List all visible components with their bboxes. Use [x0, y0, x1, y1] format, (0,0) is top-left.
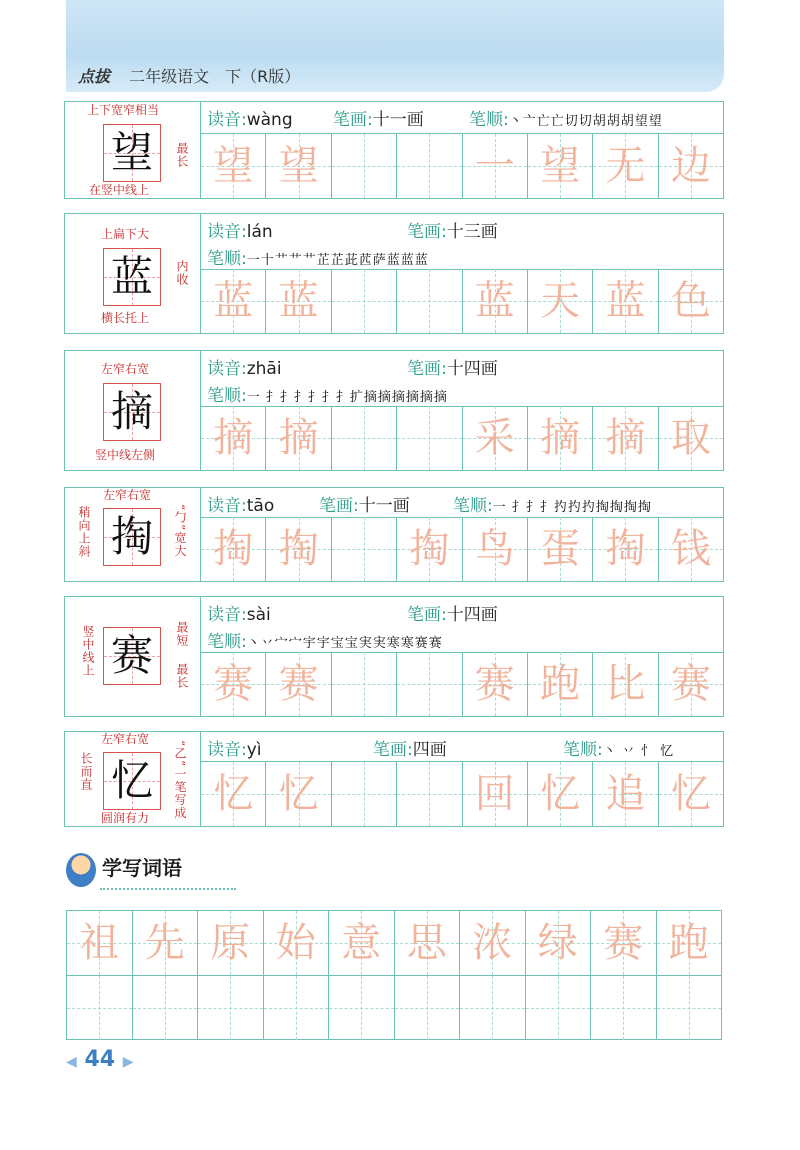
model-char: 蓝 — [103, 248, 161, 306]
practice-grid — [201, 652, 723, 716]
guide-note-top: 左窄右宽 — [101, 362, 150, 376]
char-row-lan — [64, 213, 724, 334]
practice-grid — [201, 134, 723, 198]
model-char: 忆 — [103, 752, 161, 810]
practice-cell[interactable]: 跑 — [527, 652, 592, 716]
guide-note-top: 上下宽窄相当 — [87, 103, 160, 117]
practice-cell[interactable]: 摘 — [592, 406, 657, 470]
practice-cell[interactable]: 掏 — [201, 517, 265, 581]
practice-cell[interactable]: 忆 — [658, 762, 723, 826]
char-info: 读音:tāo 笔画:十一画 笔顺:一 扌扌扌扚扚扚掏掏掏掏 — [201, 488, 723, 518]
pinyin: wàng — [246, 110, 293, 130]
practice-cell[interactable] — [396, 652, 461, 716]
char-guide — [65, 488, 201, 581]
header-title — [78, 64, 300, 87]
word-cell[interactable] — [525, 976, 591, 1040]
practice-cell[interactable]: 无 — [592, 134, 657, 198]
char-info: 读音:lán 笔画:十三画 笔顺:一十艹艹艹芷芷茈苉萨蓝蓝蓝 — [201, 214, 723, 270]
practice-cell[interactable]: 色 — [658, 269, 723, 333]
word-cell[interactable] — [656, 976, 722, 1040]
stroke-order: 丶 丷 忄 忆 — [602, 744, 675, 759]
word-cell[interactable] — [263, 976, 329, 1040]
book-title: 二年级语文 下（R版） — [129, 67, 301, 86]
guide-note-left: 长而直 — [79, 752, 93, 791]
practice-cell[interactable]: 鸟 — [462, 517, 527, 581]
stroke-count: 四画 — [412, 740, 447, 760]
char-guide — [65, 597, 201, 716]
practice-cell[interactable] — [396, 762, 461, 826]
practice-cell[interactable]: 望 — [201, 134, 265, 198]
practice-cell[interactable] — [331, 406, 396, 470]
practice-cell[interactable] — [396, 134, 461, 198]
guide-note-right: “乙”一笔写成 — [173, 740, 187, 820]
practice-grid — [201, 517, 723, 581]
section-underline — [100, 888, 236, 890]
practice-cell[interactable]: 赛 — [265, 652, 330, 716]
practice-cell[interactable]: 边 — [658, 134, 723, 198]
char-guide — [65, 102, 201, 198]
practice-cell[interactable]: 摘 — [265, 406, 330, 470]
guide-note-top: 左窄右宽 — [101, 732, 150, 746]
practice-cell[interactable]: 追 — [592, 762, 657, 826]
practice-cell[interactable]: 取 — [658, 406, 723, 470]
guide-note-bottom: 竖中线左侧 — [95, 448, 156, 462]
model-char: 望 — [103, 124, 161, 182]
char-row-zhai — [64, 350, 724, 471]
word-cell[interactable] — [132, 976, 198, 1040]
pinyin: tāo — [246, 496, 275, 516]
word-cell[interactable]: 祖 — [67, 911, 132, 975]
word-row-empty — [67, 976, 721, 1040]
guide-note-right: “勹”宽大 — [173, 504, 187, 558]
practice-cell[interactable]: 忆 — [265, 762, 330, 826]
practice-cell[interactable] — [396, 269, 461, 333]
word-cell[interactable]: 绿 — [525, 911, 591, 975]
practice-cell[interactable]: 掏 — [396, 517, 461, 581]
word-cell[interactable]: 原 — [197, 911, 263, 975]
practice-cell[interactable]: 掏 — [265, 517, 330, 581]
model-char: 摘 — [103, 383, 161, 441]
practice-cell[interactable]: 掏 — [592, 517, 657, 581]
word-cell[interactable] — [328, 976, 394, 1040]
guide-note-left: 竖中线上 — [81, 625, 95, 677]
stroke-count: 十一画 — [358, 496, 410, 516]
char-guide — [65, 214, 201, 333]
practice-grid — [201, 762, 723, 826]
practice-cell[interactable]: 钱 — [658, 517, 723, 581]
word-cell[interactable] — [459, 976, 525, 1040]
practice-cell[interactable]: 忆 — [527, 762, 592, 826]
guide-note-top: 左窄右宽 — [103, 488, 152, 502]
practice-cell[interactable]: 望 — [527, 134, 592, 198]
word-cell[interactable]: 意 — [328, 911, 394, 975]
pinyin: sài — [246, 605, 271, 625]
practice-cell[interactable]: 赛 — [201, 652, 265, 716]
practice-cell[interactable] — [331, 762, 396, 826]
practice-cell[interactable] — [331, 269, 396, 333]
word-cell[interactable]: 思 — [394, 911, 460, 975]
practice-cell[interactable]: 采 — [462, 406, 527, 470]
word-cell[interactable] — [67, 976, 132, 1040]
pinyin: yì — [246, 740, 262, 760]
practice-cell[interactable]: 忆 — [201, 762, 265, 826]
char-info: 读音:yì 笔画:四画 笔顺:丶 丷 忄 忆 — [201, 732, 723, 762]
practice-cell[interactable]: 一 — [462, 134, 527, 198]
word-cell[interactable]: 赛 — [590, 911, 656, 975]
char-row-tao — [64, 487, 724, 582]
practice-cell[interactable]: 蓝 — [265, 269, 330, 333]
word-cell[interactable] — [197, 976, 263, 1040]
page-number: ◀ 44 ▶ — [66, 1047, 134, 1072]
char-guide — [65, 732, 201, 826]
practice-cell[interactable] — [331, 134, 396, 198]
char-row-yi — [64, 731, 724, 827]
model-char: 赛 — [103, 627, 161, 685]
kid-mascot-icon — [66, 853, 96, 887]
next-arrow-icon: ▶ — [122, 1054, 134, 1070]
stroke-order: 丶丷宀宀宇宇宝宝実実寒寒赛赛 — [246, 636, 443, 651]
guide-note-left: 稍向上斜 — [77, 506, 91, 558]
brand-logo: 点拔 — [78, 67, 111, 86]
word-cell[interactable] — [394, 976, 460, 1040]
word-cell[interactable]: 跑 — [656, 911, 722, 975]
word-cell[interactable]: 始 — [263, 911, 329, 975]
practice-cell[interactable]: 赛 — [658, 652, 723, 716]
practice-cell[interactable]: 蓝 — [592, 269, 657, 333]
practice-cell[interactable]: 摘 — [201, 406, 265, 470]
word-cell[interactable]: 先 — [132, 911, 198, 975]
practice-cell[interactable] — [331, 652, 396, 716]
practice-cell[interactable]: 比 — [592, 652, 657, 716]
char-info: 读音:zhāi 笔画:十四画 笔顺:一 扌扌扌扌扌扌扩摘摘摘摘摘摘 — [201, 351, 723, 407]
practice-cell[interactable]: 天 — [527, 269, 592, 333]
stroke-order: 一十艹艹艹芷芷茈苉萨蓝蓝蓝 — [246, 253, 429, 268]
pinyin: zhāi — [246, 359, 282, 379]
guide-note-right-bottom: 最长 — [175, 663, 189, 689]
char-guide — [65, 351, 201, 470]
guide-note-right: 最长 — [175, 142, 189, 168]
stroke-order: 一 扌扌扌扌扌扌扩摘摘摘摘摘摘 — [246, 390, 448, 405]
stroke-order: 丶亠亡亡切切胡胡胡望望 — [508, 114, 663, 129]
practice-cell[interactable]: 望 — [265, 134, 330, 198]
practice-cell[interactable]: 赛 — [462, 652, 527, 716]
char-row-sai — [64, 596, 724, 717]
section-title: 学写词语 — [66, 852, 182, 887]
word-cell[interactable]: 浓 — [459, 911, 525, 975]
guide-note-right-top: 最短 — [175, 621, 189, 647]
char-info: 读音:wàng 笔画:十一画 笔顺:丶亠亡亡切切胡胡胡望望 — [201, 102, 723, 134]
guide-note-top: 上扁下大 — [101, 227, 150, 241]
practice-cell[interactable] — [396, 406, 461, 470]
word-cell[interactable] — [590, 976, 656, 1040]
pinyin: lán — [246, 222, 273, 242]
practice-cell[interactable]: 蛋 — [527, 517, 592, 581]
stroke-count: 十四画 — [446, 359, 498, 379]
model-char: 掏 — [103, 508, 161, 566]
char-row-wang — [64, 101, 724, 199]
practice-grid — [201, 406, 723, 470]
stroke-order: 一 扌扌扌扚扚扚掏掏掏掏 — [492, 500, 652, 515]
guide-note-bottom: 圆润有力 — [101, 811, 150, 825]
stroke-count: 十一画 — [372, 110, 424, 130]
prev-arrow-icon: ◀ — [66, 1054, 77, 1070]
practice-cell[interactable]: 蓝 — [462, 269, 527, 333]
practice-cell[interactable] — [331, 517, 396, 581]
stroke-count: 十四画 — [446, 605, 498, 625]
practice-cell[interactable]: 蓝 — [201, 269, 265, 333]
practice-cell[interactable]: 摘 — [527, 406, 592, 470]
guide-note-bottom: 横长托上 — [101, 311, 150, 325]
practice-grid — [201, 269, 723, 333]
word-row — [67, 911, 721, 976]
stroke-count: 十三画 — [446, 222, 498, 242]
word-practice-grid — [66, 910, 722, 1040]
guide-note-right: 内收 — [175, 260, 189, 286]
char-info: 读音:sài 笔画:十四画 笔顺:丶丷宀宀宇宇宝宝実実寒寒赛赛 — [201, 597, 723, 653]
guide-note-bottom: 在竖中线上 — [89, 183, 150, 197]
practice-cell[interactable]: 回 — [462, 762, 527, 826]
